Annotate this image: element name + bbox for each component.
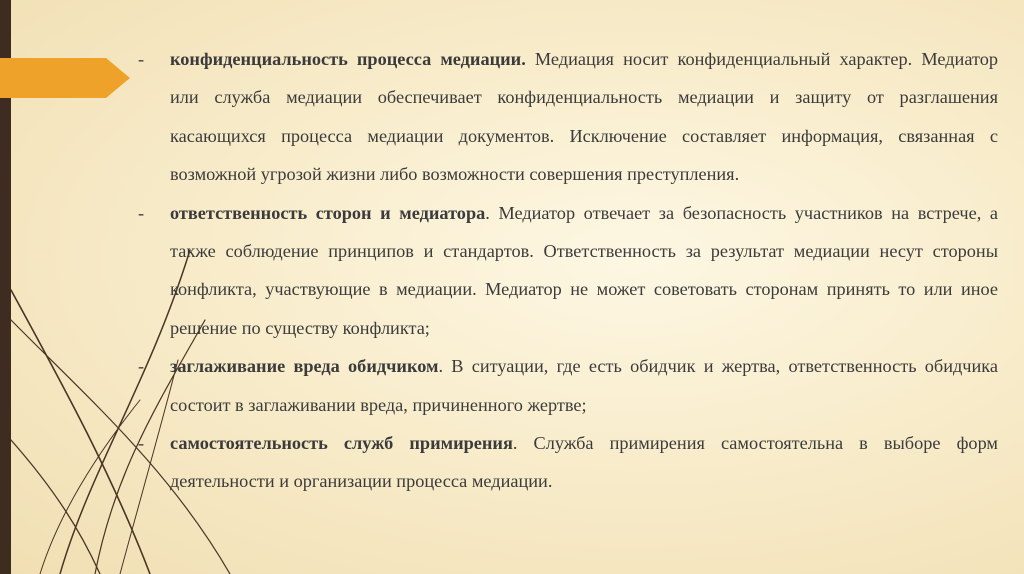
bullet-dash: - — [138, 433, 145, 454]
paragraph — [170, 40, 998, 194]
keyword-bold: заглаживание вреда обидчиком — [170, 356, 439, 377]
paragraph — [170, 424, 998, 501]
paragraph-text: Медиация носит конфиденциальный характер. Медиатор или служба медиации обеспечивает конфиденциальность медиации и защиту от разглашения касающихся процесса медиации документов. Исключение составляет информация, связанная с возможной угрозой жизни либо возможности совершения преступления. — [170, 49, 998, 185]
list-item — [138, 347, 998, 424]
paragraph — [170, 194, 998, 348]
list-item — [138, 424, 998, 501]
list-item — [138, 194, 998, 348]
keyword-bold: ответственность сторон и медиатора — [170, 202, 486, 223]
text-content — [138, 40, 998, 501]
keyword-bold: конфиденциальность процесса медиации. — [170, 49, 526, 69]
paragraph-text: . Медиатор отвечает за безопасность участников на встрече, а также соблюдение принципов и стандартов. Ответственность за результат медиации несут стороны конфликта, участвующие в медиации. Медиатор не может советовать сторонам принять то или иное решение по существу конфликта; — [170, 202, 998, 338]
paragraph-text: . В ситуации, где есть обидчик и жертва, ответственность обидчика состоит в заглаживании вреда, причиненного жертве; — [170, 356, 999, 415]
list-item — [138, 40, 998, 194]
bullet-dash: - — [138, 202, 145, 223]
bullet-dash: - — [138, 49, 145, 69]
paragraph — [170, 347, 998, 424]
paragraph-text: . Служба примирения самостоятельна в выборе форм деятельности и организации процесса медиации. — [170, 433, 998, 492]
keyword-bold: самостоятельность служб примирения — [170, 433, 513, 454]
bullet-dash: - — [138, 356, 145, 377]
